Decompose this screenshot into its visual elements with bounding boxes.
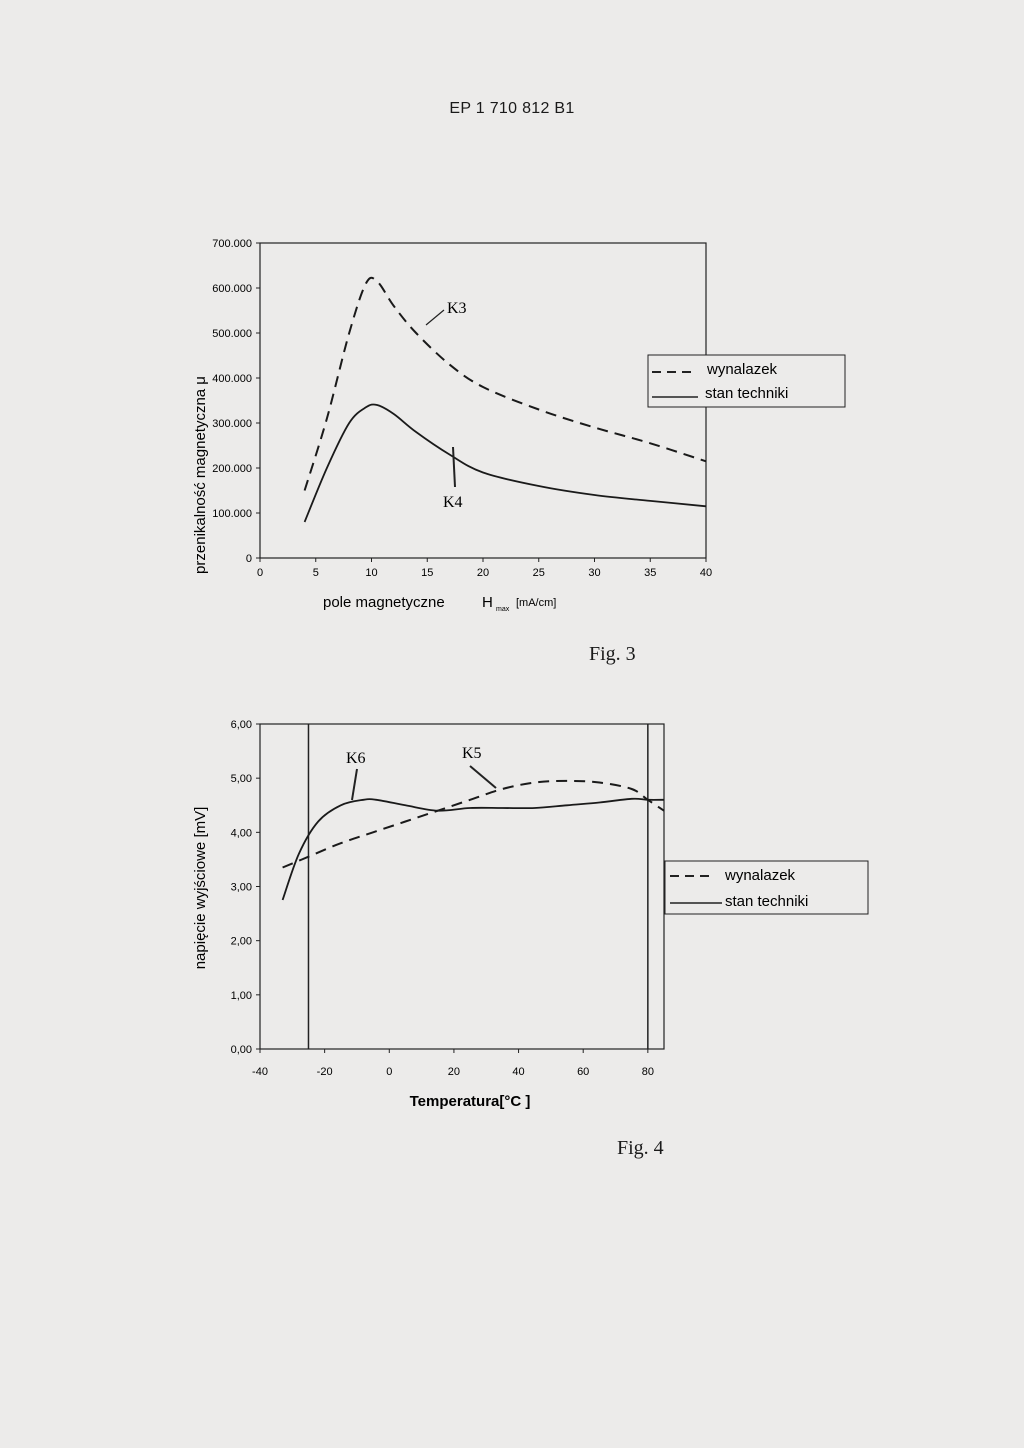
y-tick-label: 500.000: [212, 328, 252, 340]
x-tick-label: 25: [532, 567, 545, 579]
series-line-wynalazek: [283, 781, 664, 868]
x-tick-label: 15: [421, 567, 434, 579]
fig3-legend: [648, 355, 845, 407]
fig3-legend-label-stan-techniki: stan techniki: [705, 385, 789, 402]
fig3-chart: [160, 225, 880, 625]
y-tick-label: 200.000: [212, 463, 252, 475]
x-tick-label: 0: [256, 567, 264, 579]
fig3-caption: Fig. 3: [589, 643, 636, 665]
svg-text:pole magnetyczne: pole magnetyczne: [323, 594, 445, 611]
fig4-caption: Fig. 4: [617, 1137, 664, 1159]
fig4-legend-label-wynalazek: wynalazek: [725, 867, 796, 884]
y-tick-label: 1,00: [230, 989, 252, 1002]
x-tick-label: -20: [316, 1066, 333, 1078]
fig4-legend: [665, 861, 868, 914]
y-tick-label: 6,00: [230, 719, 252, 731]
series-line-stan-techniki: [283, 799, 664, 900]
x-tick-label: 10: [365, 567, 378, 579]
fig4-y-axis-label: napięcie wyjściowe [mV]: [192, 806, 209, 970]
x-tick-label: 30: [588, 567, 601, 579]
y-tick-label: 100.000: [212, 508, 252, 520]
fig4-x-axis-label: Temperatura[°C ]: [409, 1093, 531, 1110]
series-line-wynalazek: [305, 278, 706, 491]
fig3-k4-pointer: [453, 447, 455, 487]
y-tick-label: 4,00: [230, 827, 252, 840]
y-tick-label: 300.000: [212, 418, 252, 430]
x-tick-label: 60: [577, 1066, 590, 1078]
fig4-k5-pointer: [470, 766, 496, 788]
fig3-legend-label-wynalazek: wynalazek: [707, 361, 778, 378]
x-tick-label: -40: [252, 1066, 268, 1078]
fig4-k6-label: K6: [346, 750, 366, 767]
svg-text:H: H: [482, 594, 493, 611]
fig4-legend-label-stan-techniki: stan techniki: [725, 893, 809, 910]
y-tick-label: 700.000: [212, 238, 252, 250]
y-tick-label: 0: [245, 553, 252, 565]
patent-number-header: EP 1 710 812 B1: [449, 100, 575, 117]
x-tick-label: 35: [644, 567, 657, 579]
y-tick-label: 3,00: [230, 881, 252, 894]
x-tick-label: 40: [699, 567, 713, 579]
svg-text:[mA/cm]: [mA/cm]: [516, 597, 557, 609]
x-tick-label: 20: [476, 567, 490, 579]
x-tick-label: 40: [512, 1066, 525, 1078]
x-tick-label: 0: [386, 1066, 393, 1078]
svg-text:max: max: [496, 606, 510, 613]
fig3-x-axis-label: [323, 594, 556, 613]
y-tick-label: 400.000: [212, 373, 252, 385]
x-tick-label: 80: [641, 1066, 654, 1078]
x-tick-label: 20: [447, 1066, 461, 1078]
fig3-k3-pointer: [426, 310, 444, 325]
fig3-k3-label: K3: [447, 300, 467, 317]
y-tick-label: 2,00: [230, 935, 252, 948]
fig4-chart: [160, 710, 880, 1120]
y-tick-label: 0,00: [230, 1044, 252, 1056]
y-tick-label: 5,00: [230, 773, 252, 786]
x-tick-label: 5: [312, 567, 319, 579]
fig4-k6-pointer: [352, 769, 357, 800]
fig3-k4-label: K4: [443, 494, 463, 511]
fig4-plot-frame: [260, 724, 664, 1049]
y-tick-label: 600.000: [212, 283, 252, 295]
fig3-plot-frame: [260, 243, 706, 558]
fig3-y-axis-label: przenikalność magnetyczna μ: [192, 376, 209, 574]
series-line-stan-techniki: [305, 404, 706, 522]
fig4-k5-label: K5: [462, 745, 482, 762]
